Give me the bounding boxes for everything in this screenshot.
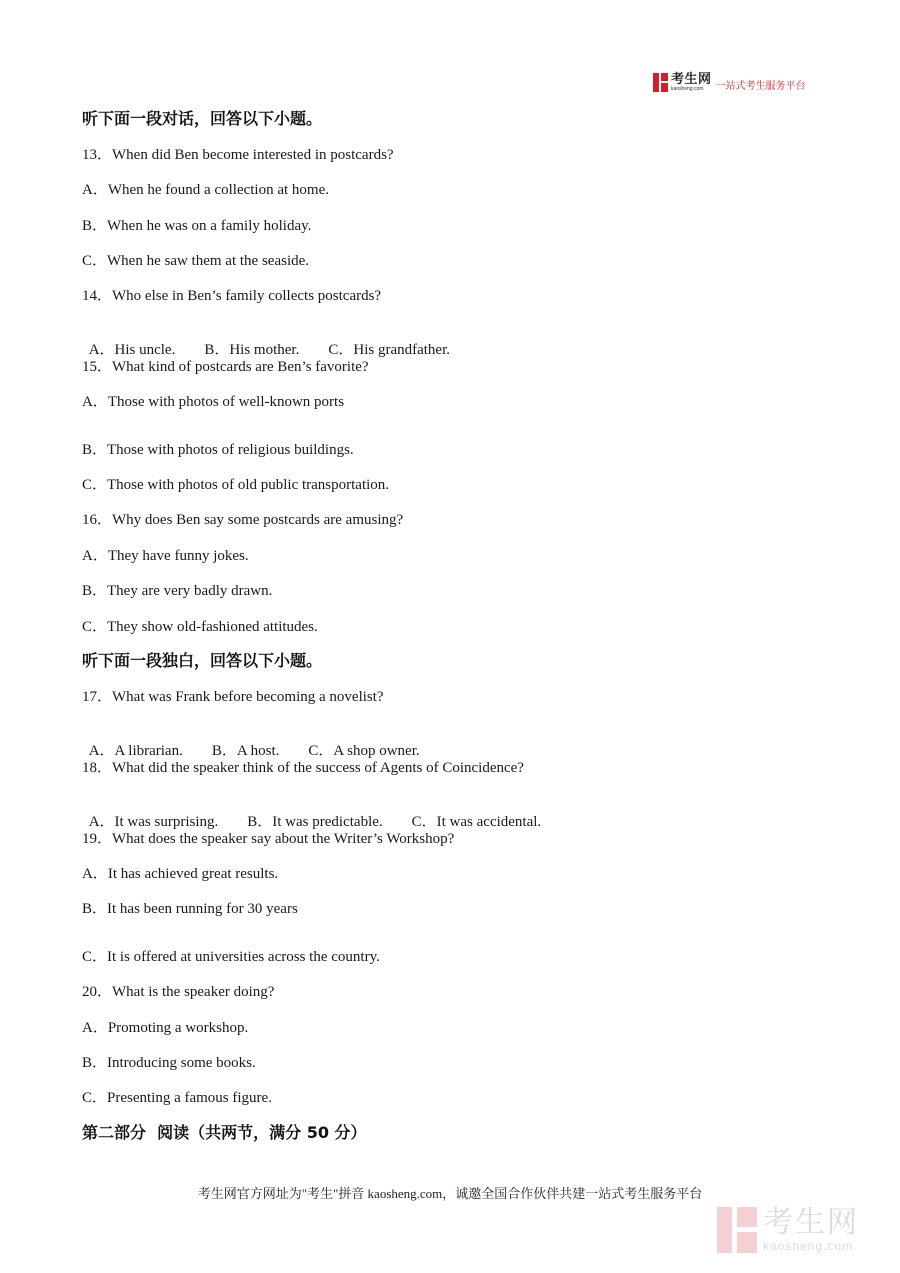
section-heading-reading: 第二部分 阅读（共两节，满分 50 分）: [82, 1123, 367, 1142]
question-17-stem: 17．What was Frank before becoming a novelist?: [82, 689, 384, 705]
header-logo: [653, 73, 806, 92]
question-20-option-b: B．Introducing some books.: [82, 1055, 256, 1071]
question-16-option-b: B．They are very badly drawn.: [82, 583, 273, 599]
watermark-name: 考生网: [763, 1205, 859, 1240]
question-19-option-a: A．It has achieved great results.: [82, 866, 279, 882]
section-heading-monologue: 听下面一段独白，回答以下小题。: [82, 651, 323, 670]
watermark: [717, 1207, 859, 1253]
question-15-option-b: B．Those with photos of religious buildings.: [82, 442, 354, 458]
question-17-options: [82, 724, 449, 760]
watermark-logo-icon: [717, 1207, 757, 1253]
logo-slogan: 一站式考生服务平台: [715, 81, 806, 92]
question-19-option-b: B．It has been running for 30 years: [82, 901, 298, 917]
question-16-option-a: A．They have funny jokes.: [82, 548, 249, 564]
question-15-option-c: C．Those with photos of old public transportation.: [82, 477, 390, 493]
question-18-stem: 18．What did the speaker think of the success of Agents of Coincidence?: [82, 760, 524, 776]
question-13-option-c: C．When he saw them at the seaside.: [82, 253, 310, 269]
question-20-option-c: C．Presenting a famous figure.: [82, 1090, 272, 1106]
kaosheng-logo-icon: [653, 73, 668, 92]
question-14-option-b: B．His mother.: [204, 342, 300, 358]
question-17-option-b: B．A host.: [211, 743, 280, 759]
question-18-option-c: C．It was accidental.: [411, 814, 542, 830]
question-15-stem: 15．What kind of postcards are Ben’s favorite?: [82, 359, 369, 375]
question-13-option-b: B．When he was on a family holiday.: [82, 218, 312, 234]
logo-name: 考生网: [671, 72, 712, 87]
question-14-options: [82, 323, 479, 359]
question-16-option-c: C．They show old-fashioned attitudes.: [82, 619, 318, 635]
question-18-option-a: A．It was surprising.: [88, 814, 219, 830]
question-18-options: [82, 795, 570, 831]
question-20-stem: 20．What is the speaker doing?: [82, 984, 275, 1000]
logo-domain: kaosheng.com: [671, 86, 704, 92]
watermark-domain: kaosheng.com: [763, 1239, 854, 1253]
question-19-option-c: C．It is offered at universities across the country.: [82, 949, 380, 965]
question-13-stem: 13．When did Ben become interested in postcards?: [82, 147, 394, 163]
section-heading-dialogue: 听下面一段对话，回答以下小题。: [82, 109, 323, 128]
question-16-stem: 16．Why does Ben say some postcards are amusing?: [82, 512, 404, 528]
question-13-option-a: A．When he found a collection at home.: [82, 182, 330, 198]
question-17-option-c: C．A shop owner.: [308, 743, 420, 759]
question-20-option-a: A．Promoting a workshop.: [82, 1020, 249, 1036]
question-14-option-c: C．His grandfather.: [328, 342, 451, 358]
question-19-stem: 19．What does the speaker say about the Writer’s Workshop?: [82, 831, 455, 847]
question-14-option-a: A．His uncle.: [88, 342, 176, 358]
page-footer: 考生网官方网址为"考生"拼音 kaosheng.com，诚邀全国合作伙伴共建一站式考生服务平台: [197, 1186, 703, 1201]
question-17-option-a: A．A librarian.: [88, 743, 183, 759]
question-15-option-a: A．Those with photos of well-known ports: [82, 394, 345, 410]
question-18-option-b: B．It was predictable.: [247, 814, 383, 830]
question-14-stem: 14．Who else in Ben’s family collects postcards?: [82, 288, 382, 304]
